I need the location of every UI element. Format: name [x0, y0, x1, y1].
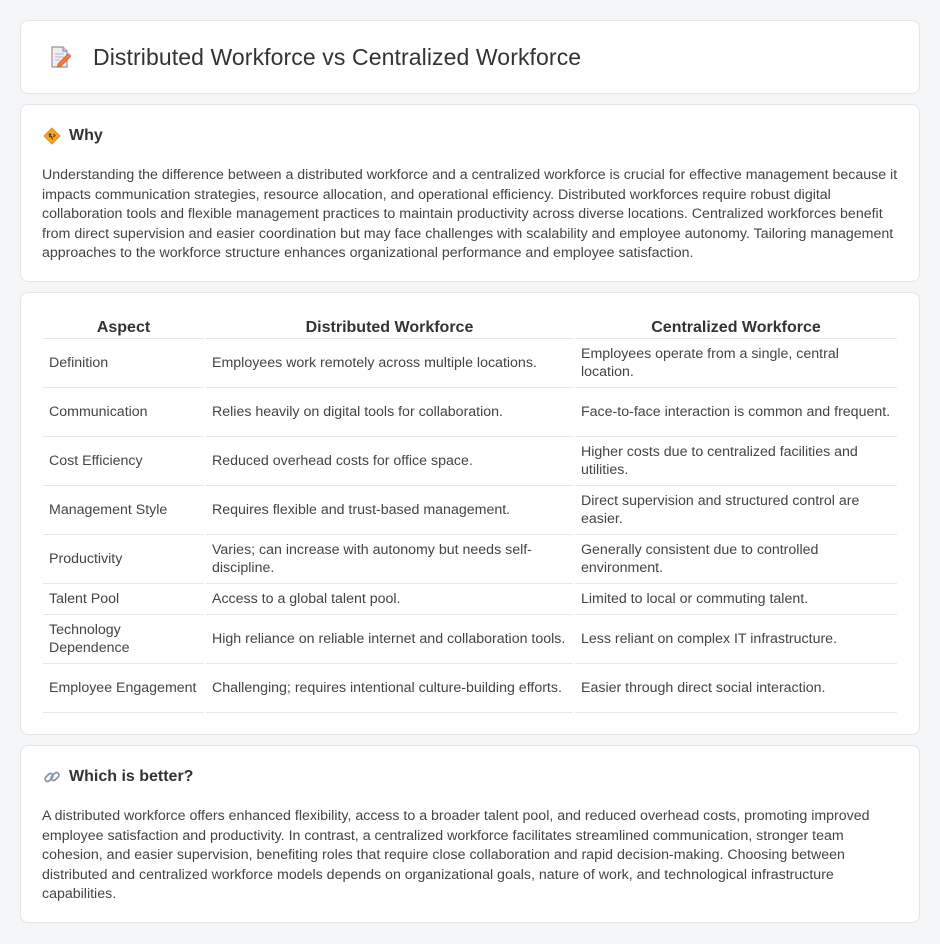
table-row: [43, 339, 897, 388]
page-title: Distributed Workforce vs Centralized Workforce: [93, 43, 582, 70]
comparison-table-card: [20, 292, 920, 735]
aspect-cell: Productivity: [43, 535, 204, 584]
aspect-cell: Employee Engagement: [43, 664, 204, 713]
distributed-cell: Reduced overhead costs for office space.: [206, 437, 573, 486]
table-row: [43, 615, 897, 664]
comparison-table: [41, 313, 899, 713]
table-row: [43, 584, 897, 615]
aspect-cell: Definition: [43, 339, 204, 388]
distributed-cell: Access to a global talent pool.: [206, 584, 573, 615]
header-distributed: Distributed Workforce: [206, 313, 573, 339]
table-row: [43, 664, 897, 713]
table-row: [43, 437, 897, 486]
better-text: A distributed workforce offers enhanced flexibility, access to a broader talent pool, and reduced overhead costs, promoting improved employee satisfaction and productivity. In contrast, a centralized workforce facilitates streamlined communication, stronger team cohesion, and easier supervision, benefiting roles that require close collaboration and rapid decision-making. Choosing between distributed and centralized workforce models depends on organizational goals, nature of work, and technological infrastructure capabilities.: [42, 808, 870, 903]
distributed-cell: Requires flexible and trust-based management.: [206, 486, 573, 535]
centralized-cell: Generally consistent due to controlled environment.: [575, 535, 897, 584]
distributed-cell: High reliance on reliable internet and collaboration tools.: [206, 615, 573, 664]
centralized-cell: Direct supervision and structured control are easier.: [575, 486, 897, 535]
centralized-cell: Higher costs due to centralized facilities and utilities.: [575, 437, 897, 486]
centralized-cell: Employees operate from a single, central location.: [575, 339, 897, 388]
header-centralized: Centralized Workforce: [575, 313, 897, 339]
road-sign-icon: [43, 127, 61, 145]
why-text: Understanding the difference between a distributed workforce and a centralized workforce is crucial for effective management because it impacts communication strategies, resource allocation, and operational efficiency. Distributed workforces require robust digital collaboration tools and flexible management practices to maintain productivity across diverse locations. Centralized workforces benefit from direct supervision and easier coordination but may face challenges with scalability and employee autonomy. Tailoring management approaches to the workforce structure enhances organizational performance and employee satisfaction.: [42, 167, 898, 262]
centralized-cell: Face-to-face interaction is common and frequent.: [575, 388, 897, 437]
distributed-cell: Varies; can increase with autonomy but needs self-discipline.: [206, 535, 573, 584]
centralized-cell: Limited to local or commuting talent.: [575, 584, 897, 615]
centralized-cell: Less reliant on complex IT infrastructure.: [575, 615, 897, 664]
link-icon: [43, 768, 61, 786]
distributed-cell: Challenging; requires intentional culture-building efforts.: [206, 664, 573, 713]
aspect-cell: Talent Pool: [43, 584, 204, 615]
header-aspect: Aspect: [43, 313, 204, 339]
aspect-cell: Communication: [43, 388, 204, 437]
aspect-cell: Technology Dependence: [43, 615, 204, 664]
aspect-cell: Management Style: [43, 486, 204, 535]
table-row: [43, 535, 897, 584]
title-card: [20, 20, 920, 94]
document-pencil-icon: [47, 44, 73, 70]
why-heading: Why: [69, 127, 103, 144]
table-row: [43, 486, 897, 535]
table-row: [43, 388, 897, 437]
centralized-cell: Easier through direct social interaction.: [575, 664, 897, 713]
distributed-cell: Employees work remotely across multiple locations.: [206, 339, 573, 388]
which-is-better-section: [20, 745, 920, 923]
aspect-cell: Cost Efficiency: [43, 437, 204, 486]
better-heading: Which is better?: [69, 768, 194, 785]
table-header-row: [43, 313, 897, 339]
distributed-cell: Relies heavily on digital tools for collaboration.: [206, 388, 573, 437]
why-section: [20, 104, 920, 282]
